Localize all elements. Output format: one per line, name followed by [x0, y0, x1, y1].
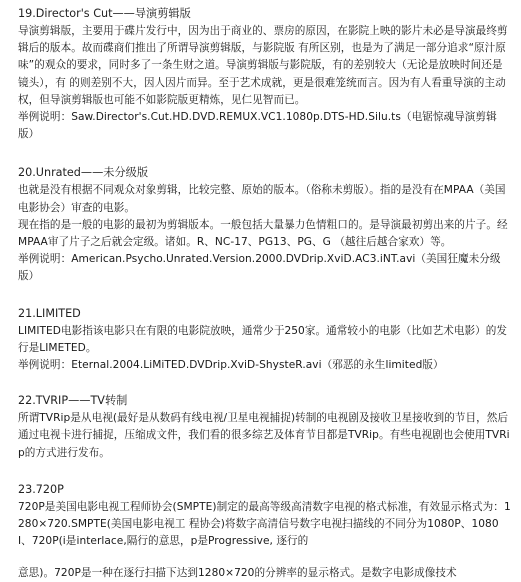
entry-paragraph: 所谓TVRip是从电视(最好是从数码有线电视/卫星电视捕捉)转制的电视剧及接收卫星接收到的节目，然后通过电视卡进行捕捉，压缩成文件，我们看的很多综艺及体育节目都是TVRip。有些电视剧也会使用TVRip的方式进行发布。: [18, 412, 510, 459]
entry-unrated: [18, 165, 511, 285]
example-text: Eternal.2004.LiMiTED.DVDrip.XviD-ShysteR.avi（邪恶的永生limited版）: [71, 359, 444, 372]
entry-paragraph: 导演剪辑版，主要用于碟片发行中，因为出于商业的、票房的原因，在影院上映的影片未必是导演最终剪辑后的版本。故而碟商们推出了所谓导演剪辑版，与影院版 有所区别，也是为了满足一部分追求“原汁原味”的观众的要求，同时多了一条生财之道。导演剪辑版与影院版，有的差别较大（无论是放映时间还是镜头），有 的则差别不大，因人因片而异。至于艺术成就，更是很难笼统而言。因为有人看重导演的主动权，但导演剪辑版也可能不如影院版更精炼，见仁见智而已。: [18, 25, 508, 106]
entry-title: 19.Director's Cut——导演剪辑版: [18, 7, 191, 20]
example-label: 举例说明：: [18, 359, 72, 372]
entry-paragraph: LIMITED电影指该电影只在有限的电影院放映，通常少于250家。通常较小的电影（比如艺术电影）的发行是LIMETED。: [18, 324, 508, 354]
entry-example: [18, 357, 511, 374]
entry-tvrip: [18, 393, 511, 462]
entry-paragraph: 现在指的是一般的电影的最初为剪辑版本。一般包括大量暴力色情粗口的。是导演最初剪出来的片子。经MPAA审了片子之后就会定级。诸如。R、NC-17、PG13、PG、G （越往后越合家欢）等。: [18, 218, 508, 249]
entry-720p: [18, 482, 511, 582]
entry-title: 23.720P: [18, 482, 64, 496]
paragraph-gap: [18, 550, 511, 565]
entry-paragraph: 也就是没有根据不同观众对象剪辑，比较完整、原始的版本。（俗称未剪版）。指的是没有在MPAA（美国电影协会）审查的电影。: [18, 184, 506, 214]
entry-title: 22.TVRIP——TV转制: [18, 394, 128, 408]
entry-paragraph: 意思)。720P是一种在逐行扫描下达到1280×720的分辨率的显示格式。是数字电影成像技术: [18, 567, 457, 580]
example-text: American.Psycho.Unrated.Version.2000.DVDrip.XviD.AC3.iNT.avi（美国狂魔未分级版）: [18, 253, 501, 283]
entry-example: [18, 251, 511, 285]
entry-title: 21.LIMITED: [18, 306, 81, 320]
entry-paragraph: 720P是美国电影电视工程师协会(SMPTE)制定的最高等级高清数字电视的格式标准，有效显示格式为：1280×720.SMPTE(美国电影电视工 程协会)将数字高清信号数字电视扫描线的不同分为1080P、1080I、720P(i是interlace,隔行的意思，p是Progressive, 逐行的: [18, 500, 511, 548]
entry-directors-cut: [18, 6, 511, 143]
entry-example: [18, 109, 511, 143]
entry-limited: [18, 306, 511, 375]
entry-title: 20.Unrated——未分级版: [18, 166, 149, 180]
example-text: Saw.Director's.Cut.HD.DVD.REMUX.VC1.1080p.DTS-HD.Silu.ts（电锯惊魂导演剪辑版）: [18, 111, 497, 141]
example-label: 举例说明：: [18, 253, 72, 266]
example-label: 举例说明：: [18, 111, 72, 124]
